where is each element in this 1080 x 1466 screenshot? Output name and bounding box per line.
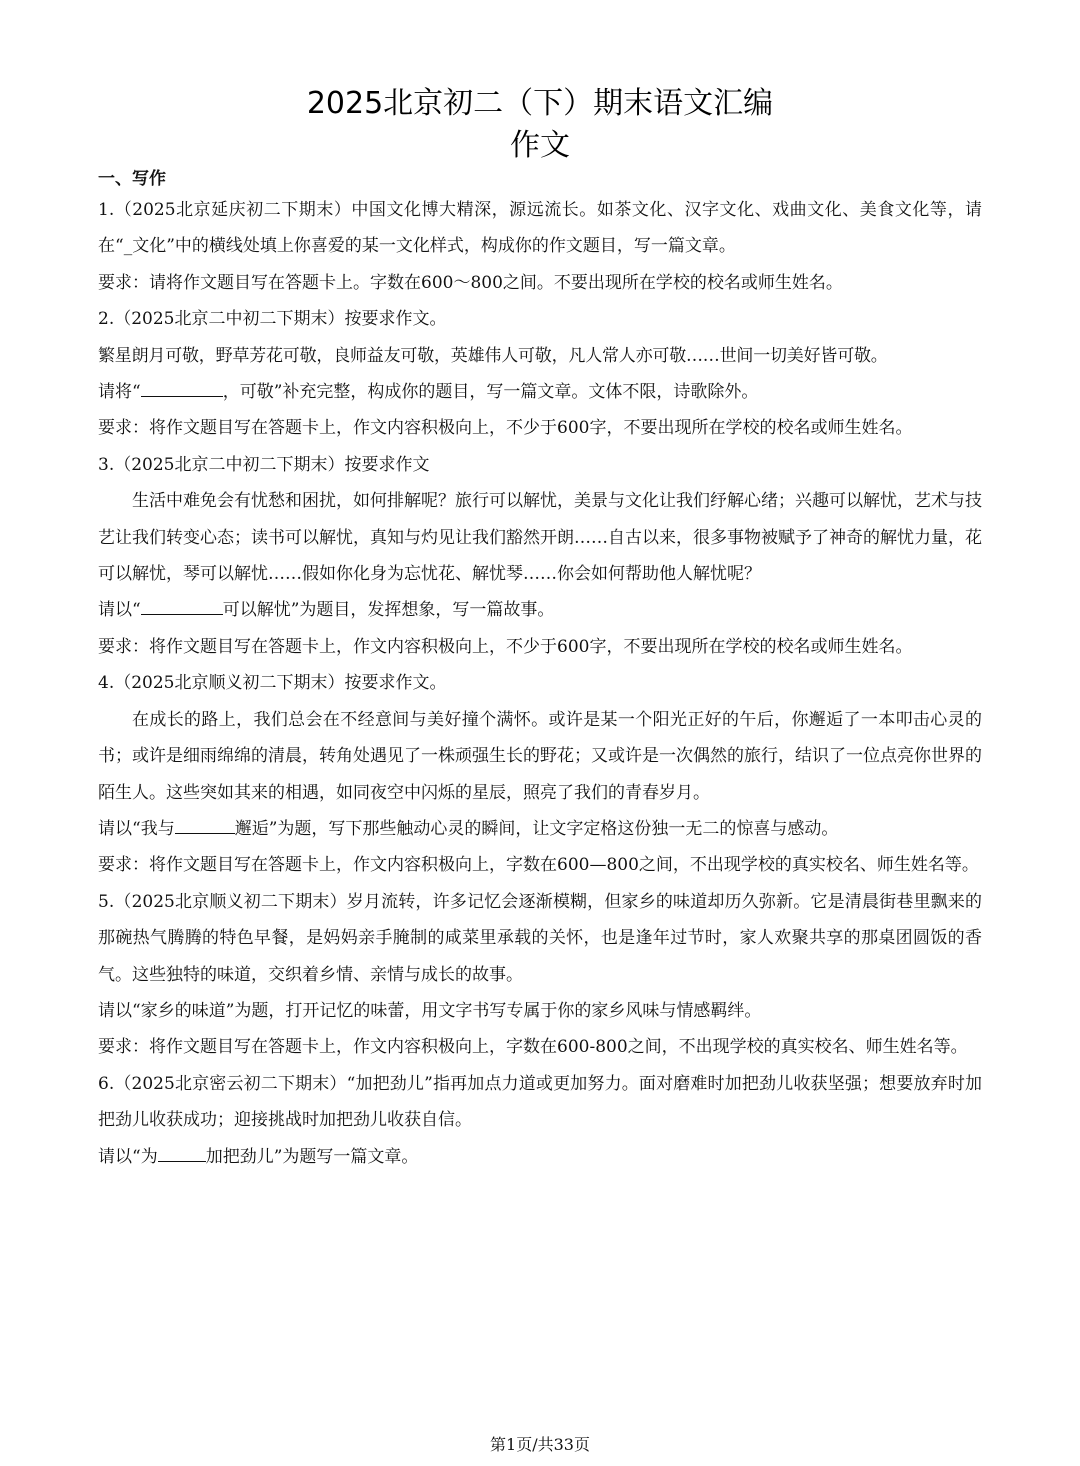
q4-blank-line (175, 817, 235, 834)
q1-requirement: 要求：请将作文题目写在答题卡上。字数在600～800之间。不要出现所在学校的校名或师生姓名。 (98, 272, 843, 293)
q3-prompt-pre: 请以“ (98, 600, 141, 621)
page-number-footer: 第1页/共33页 (490, 1435, 590, 1454)
q2-requirement: 要求：将作文题目写在答题卡上，作文内容积极向上，不少于600字，不要出现所在学校的校名或师生姓名。 (98, 418, 913, 439)
q5-requirement: 要求：将作文题目写在答题卡上，作文内容积极向上，字数在600-800之间，不出现学校的真实校名、师生姓名等。 (98, 1037, 968, 1058)
questions-content (98, 192, 982, 1175)
q3-prompt-post: 可以解忧”为题目，发挥想象，写一篇故事。 (222, 600, 555, 621)
q4-requirement: 要求：将作文题目写在答题卡上，作文内容积极向上，字数在600—800之间，不出现学校的真实校名、师生姓名等。 (98, 855, 979, 876)
q2-prompt-pre: 请将“ (98, 382, 141, 403)
q6-prompt-post: 加把劲儿”为题写一篇文章。 (205, 1146, 419, 1167)
q6-blank-line (158, 1145, 206, 1162)
q5-paragraph: 5.（2025北京顺义初二下期末）岁月流转，许多记忆会逐渐模糊，但家乡的味道却历久弥新。它是清晨街巷里飘来的那碗热气腾腾的特色早餐，是妈妈亲手腌制的咸菜里承载的关怀，也是逢年过节时，家人欢聚共享的那桌团圆饭的香气。这些独特的味道，交织着乡情、亲情与成长的故事。 (98, 891, 982, 985)
q4-paragraph: 在成长的路上，我们总会在不经意间与美好撞个满怀。或许是某一个阳光正好的午后，你邂逅了一本叩击心灵的书；或许是细雨绵绵的清晨，转角处遇见了一株顽强生长的野花；又或许是一次偶然的旅行，结识了一位点亮你世界的陌生人。这些突如其来的相遇，如同夜空中闪烁的星辰，照亮了我们的青春岁月。 (98, 709, 982, 803)
q3-requirement: 要求：将作文题目写在答题卡上，作文内容积极向上，不少于600字，不要出现所在学校的校名或师生姓名。 (98, 636, 913, 657)
q2-paragraph: 繁星朗月可敬，野草芳花可敬，良师益友可敬，英雄伟人可敬，凡人常人亦可敬……世间一切美好皆可敬。 (98, 345, 888, 366)
q3-paragraph: 生活中难免会有忧愁和困扰，如何排解呢？旅行可以解忧，美景与文化让我们纾解心绪；兴趣可以解忧，艺术与技艺让我们转变心态；读书可以解忧，真知与灼见让我们豁然开朗……自古以来，很多事物被赋予了神奇的解忧力量，花可以解忧，琴可以解忧……假如你化身为忘忧花、解忧琴……你会如何帮助他人解忧呢？ (98, 491, 982, 585)
q2-intro: 2.（2025北京二中初二下期末）按要求作文。 (98, 309, 447, 330)
q4-prompt-post: 邂逅”为题，写下那些触动心灵的瞬间，让文字定格这份独一无二的惊喜与感动。 (234, 818, 839, 839)
q6-paragraph: 6.（2025北京密云初二下期末）“加把劲儿”指再加点力道或更加努力。面对磨难时加把劲儿收获坚强；想要放弃时加把劲儿收获成功；迎接挑战时加把劲儿收获自信。 (98, 1073, 982, 1131)
q6-prompt-pre: 请以“为 (98, 1146, 158, 1167)
q6-prompt (98, 1139, 982, 1175)
document-title: 2025北京初二（下）期末语文汇编 (306, 86, 774, 121)
q4-prompt (98, 811, 982, 847)
q3-prompt (98, 592, 982, 628)
document-subtitle: 作文 (510, 128, 570, 163)
q3-intro: 3.（2025北京二中初二下期末）按要求作文 (98, 454, 430, 475)
q4-intro: 4.（2025北京顺义初二下期末）按要求作文。 (98, 673, 447, 694)
q3-blank-line (141, 598, 223, 615)
q2-prompt-post: ，可敬”补充完整，构成你的题目，写一篇文章。文体不限，诗歌除外。 (222, 382, 759, 403)
q5-prompt: 请以“家乡的味道”为题，打开记忆的味蕾，用文字书写专属于你的家乡风味与情感羁绊。 (98, 1000, 762, 1021)
q4-prompt-pre: 请以“我与 (98, 818, 175, 839)
q2-prompt (98, 374, 982, 410)
q2-blank-line (141, 380, 223, 397)
section-heading: 一、写作 (98, 169, 166, 189)
q1-text: 1.（2025北京延庆初二下期末）中国文化博大精深，源远流长。如茶文化、汉字文化、戏曲文化、美食文化等，请在“_文化”中的横线处填上你喜爱的某一文化样式，构成你的作文题目，写一篇文章。 (98, 200, 982, 257)
